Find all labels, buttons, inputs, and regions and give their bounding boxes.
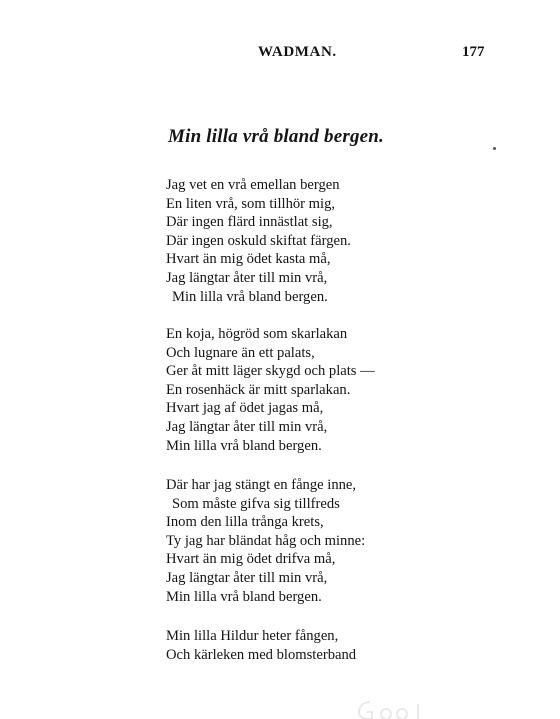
poem-line: Jag längtar åter till min vrå, bbox=[166, 418, 328, 435]
stanza-3 bbox=[166, 476, 365, 606]
poem-title: Min lilla vrå bland bergen. bbox=[168, 126, 385, 147]
poem-line: Hvart än mig ödet drifva må, bbox=[166, 551, 336, 568]
poem-line: Hvart jag af ödet jagas må, bbox=[166, 400, 324, 417]
poem-line: Ger åt mitt läger skygd och plats — bbox=[166, 363, 375, 380]
poem-line: En rosenhäck är mitt sparlakan. bbox=[166, 381, 351, 398]
poem-line: Jag längtar åter till min vrå, bbox=[166, 569, 328, 586]
poem-refrain: Min lilla vrå bland bergen. bbox=[166, 588, 322, 605]
poem-line: En liten vrå, som tillhör mig, bbox=[166, 195, 336, 212]
running-title: WADMAN. bbox=[258, 44, 337, 60]
poem-line: Där ingen flärd innästlat sig, bbox=[166, 214, 333, 231]
poem-refrain: Min lilla vrå bland bergen. bbox=[172, 288, 328, 305]
stanza-1 bbox=[166, 176, 351, 306]
poem-line: Och kärleken med blomsterband bbox=[166, 646, 357, 663]
google-watermark-icon bbox=[356, 698, 426, 719]
running-head bbox=[0, 44, 560, 68]
stanza-2 bbox=[166, 325, 375, 455]
poem-line: Min lilla Hildur heter fången, bbox=[166, 628, 339, 644]
poem-line: Som måste gifva sig tillfreds bbox=[172, 495, 340, 512]
stanza-4 bbox=[166, 627, 356, 664]
poem-line: En koja, högröd som skarlakan bbox=[166, 326, 348, 342]
print-speck bbox=[493, 147, 496, 150]
poem-line: Hvart än mig ödet kasta må, bbox=[166, 251, 331, 268]
poem-refrain: Min lilla vrå bland bergen. bbox=[166, 437, 322, 454]
poem-line: Jag längtar åter till min vrå, bbox=[166, 269, 328, 286]
poem-line: Där har jag stängt en fånge inne, bbox=[166, 477, 357, 493]
poem-line: Inom den lilla trånga krets, bbox=[166, 514, 324, 531]
poem-line: Och lugnare än ett palats, bbox=[166, 344, 315, 361]
poem-line: Där ingen oskuld skiftat färgen. bbox=[166, 232, 351, 249]
poem-line: Ty jag har bländat håg och minne: bbox=[166, 532, 366, 549]
page-number: 177 bbox=[462, 44, 485, 60]
poem-line: Jag vet en vrå emellan bergen bbox=[166, 177, 340, 193]
